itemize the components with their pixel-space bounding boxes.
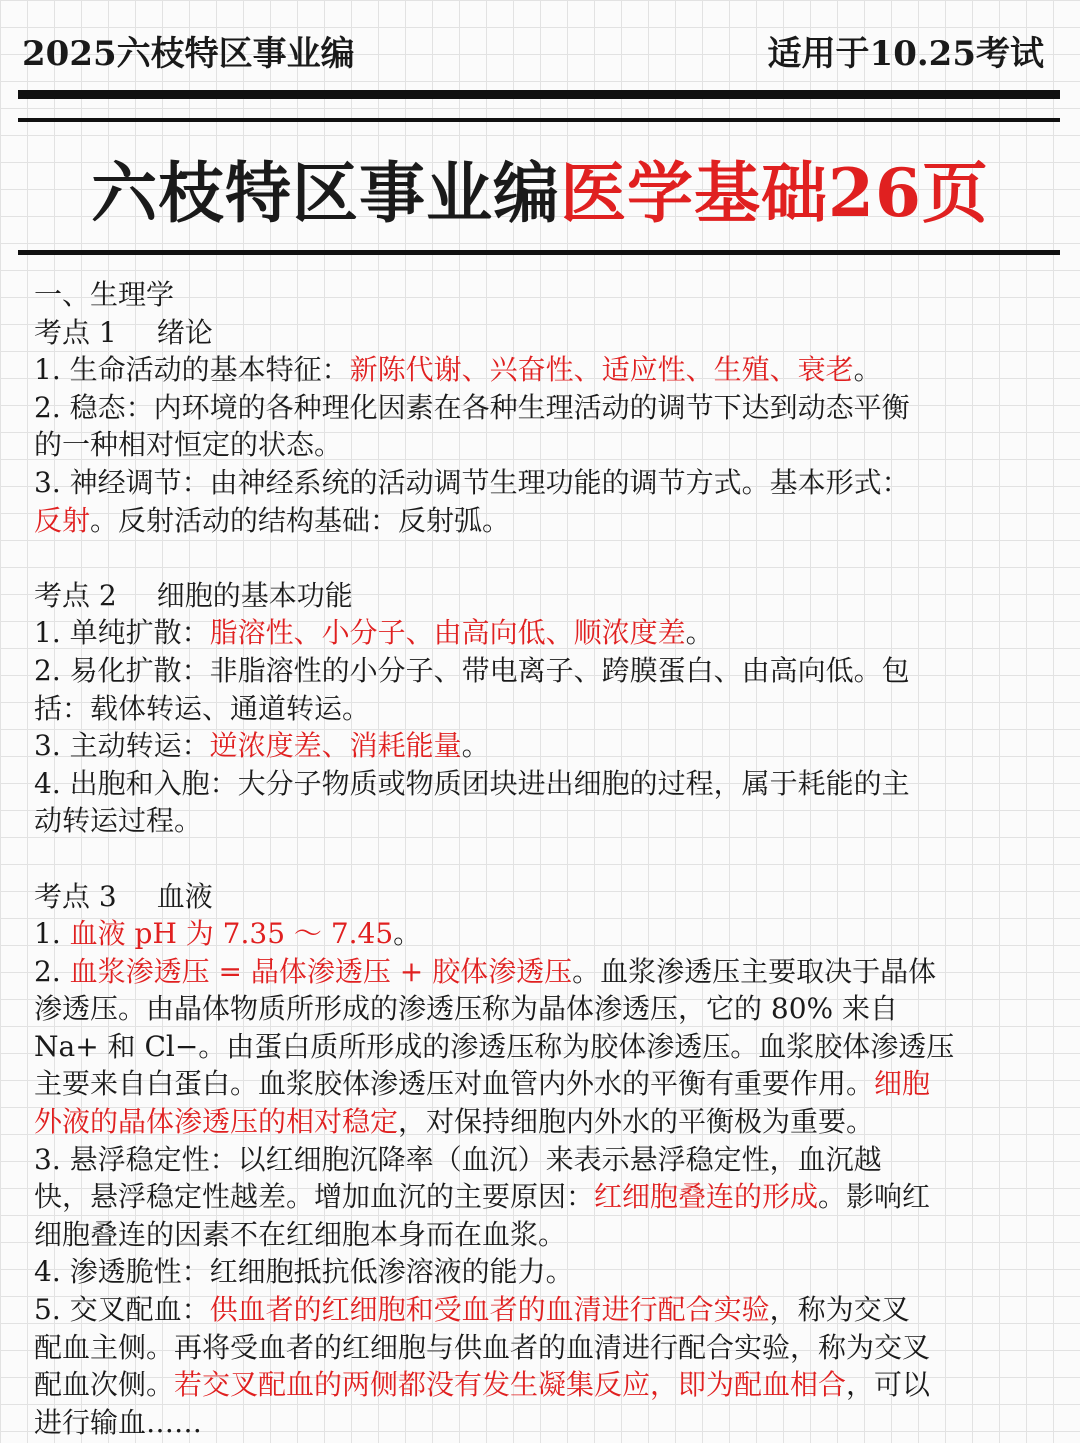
page-title: [0, 140, 1080, 235]
text: 。反射活动的结构基础：反射弧。: [90, 503, 511, 537]
text-line: [34, 1065, 1044, 1103]
text-line: [34, 614, 1044, 652]
highlight-text: 脂溶性、小分子、由高向低、顺浓度差: [209, 616, 686, 650]
text-line: [34, 953, 1044, 991]
text-line: [34, 351, 1044, 389]
text: 1.: [34, 917, 70, 951]
text-line: [34, 1291, 1044, 1329]
text: ，对保持细胞内外水的平衡极为重要。: [398, 1105, 875, 1139]
highlight-text: 外液的晶体渗透压的相对稳定: [34, 1105, 399, 1139]
text: ，可以: [846, 1368, 931, 1402]
text-line: [34, 915, 1044, 953]
text-line: 渗透压。由晶体物质所形成的渗透压称为晶体渗透压，它的 80% 来自: [34, 992, 899, 1026]
point-title: 血液: [156, 879, 213, 913]
highlight-text: 红细胞叠连的形成: [594, 1180, 819, 1214]
point-heading: [34, 878, 1044, 916]
text-line: [34, 1103, 1044, 1141]
text: 。: [853, 353, 882, 387]
text-line: Na+ 和 Cl−。由蛋白质所形成的渗透压称为胶体渗透压。血浆胶体渗透压: [34, 1029, 955, 1063]
text: 快，悬浮稳定性越差。增加血沉的主要原因：: [34, 1180, 595, 1214]
text: 3. 主动转运：: [34, 729, 210, 763]
text-line: 的一种相对恒定的状态。: [34, 428, 343, 462]
divider-bottom: [18, 250, 1060, 255]
highlight-text: 反射: [34, 503, 91, 537]
text: 1. 单纯扩散：: [34, 616, 210, 650]
text-line: 3. 悬浮稳定性：以红细胞沉降率（血沉）来表示悬浮稳定性，血沉越: [34, 1142, 882, 1176]
highlight-text: 血浆渗透压 = 晶体渗透压 + 胶体渗透压: [69, 954, 573, 988]
text: 。血浆渗透压主要取决于晶体: [572, 954, 937, 988]
title-black: 六枝特区事业编: [91, 154, 561, 232]
text-line: 2. 易化扩散：非脂溶性的小分子、带电离子、跨膜蛋白、由高向低。包: [34, 653, 910, 687]
text: 配血次侧。: [34, 1368, 175, 1402]
text: 5. 交叉配血：: [34, 1293, 210, 1327]
point-heading: [34, 577, 1044, 615]
point-number: 考点 2: [34, 578, 117, 612]
point-title: 绪论: [156, 315, 213, 349]
text-line: 细胞叠连的因素不在红细胞本身而在血浆。: [34, 1217, 567, 1251]
highlight-text: 逆浓度差、消耗能量: [209, 729, 462, 763]
text-line: 括：载体转运、通道转运。: [34, 691, 371, 725]
document-body: [34, 276, 1044, 1441]
text: ，称为交叉: [769, 1293, 910, 1327]
text: 。影响红: [818, 1180, 931, 1214]
title-red: 医学基础26页: [560, 154, 989, 232]
text-line: [34, 502, 1044, 540]
text-line: 动转运过程。: [34, 804, 203, 838]
text-line: 配血主侧。再将受血者的红细胞与供血者的血清进行配合实验，称为交叉: [34, 1330, 931, 1364]
text: 主要来自白蛋白。血浆胶体渗透压对血管内外水的平衡有重要作用。: [34, 1067, 875, 1101]
text-line: 4. 出胞和入胞：大分子物质或物质团块进出细胞的过程，属于耗能的主: [34, 766, 910, 800]
text-line: 2. 稳态：内环境的各种理化因素在各种生理活动的调节下达到动态平衡: [34, 390, 910, 424]
text: 2.: [34, 954, 70, 988]
point-number: 考点 3: [34, 879, 117, 913]
header-exam-date: 适用于10.25考试: [767, 34, 1044, 74]
text: 。: [685, 616, 714, 650]
divider-top-thin: [18, 118, 1060, 122]
section-heading: 一、生理学: [34, 278, 175, 311]
point-number: 考点 1: [34, 315, 117, 349]
text-line: 4. 渗透脆性：红细胞抵抗低渗溶液的能力。: [34, 1255, 574, 1289]
highlight-text: 若交叉配血的两侧都没有发生凝集反应，即为配血相合: [174, 1368, 847, 1402]
point-heading: [34, 314, 1044, 352]
text-line: [34, 1178, 1044, 1216]
text: 1. 生命活动的基本特征：: [34, 353, 350, 387]
highlight-text: 血液 pH 为 7.35 ～ 7.45: [69, 917, 394, 951]
divider-top-thick: [18, 90, 1060, 99]
text: 。: [461, 729, 490, 763]
text-line: 进行输血……: [34, 1405, 203, 1439]
text-line: 3. 神经调节：由神经系统的活动调节生理功能的调节方式。基本形式：: [34, 465, 910, 499]
header-exam-name: 2025六枝特区事业编: [22, 34, 355, 74]
point-title: 细胞的基本功能: [156, 578, 353, 612]
text-line: [34, 727, 1044, 765]
text: 。: [393, 917, 422, 951]
highlight-text: 供血者的红细胞和受血者的血清进行配合实验: [209, 1293, 770, 1327]
highlight-text: 新陈代谢、兴奋性、适应性、生殖、衰老: [349, 353, 854, 387]
text-line: [34, 1366, 1044, 1404]
highlight-text: 细胞: [874, 1067, 931, 1101]
